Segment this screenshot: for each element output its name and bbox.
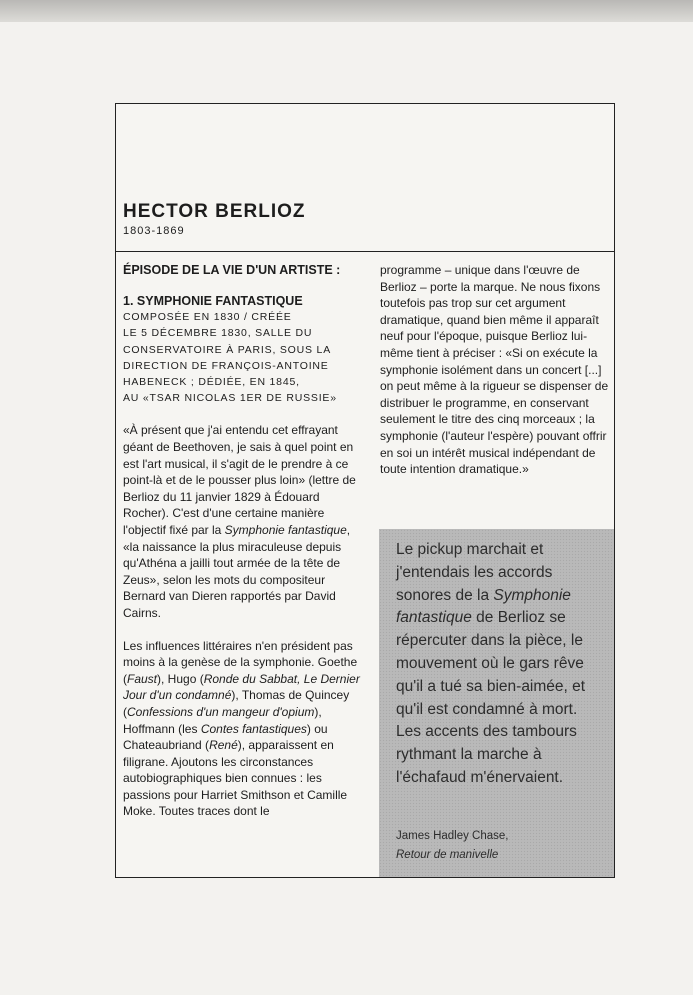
work-title: 1. SYMPHONIE FANTASTIQUE bbox=[123, 293, 303, 308]
quote-book-title: Retour de manivelle bbox=[396, 849, 499, 861]
work-info-line: AU «TSAR NICOLAS 1ER DE RUSSIE» bbox=[123, 392, 337, 405]
work-info-line: HABENECK ; DÉDIÉE, EN 1845, bbox=[123, 376, 300, 388]
left-column bbox=[123, 262, 363, 836]
work-info-line: LE 5 DÉCEMBRE 1830, SALLE DU bbox=[123, 327, 313, 340]
quote-box bbox=[379, 529, 614, 877]
section-title: ÉPISODE DE LA VIE D'UN ARTISTE : bbox=[123, 263, 341, 277]
paragraph-programme: programme – unique dans l'œuvre de Berlioz – porte la marque. Ne nous fixons toutefois pas trop sur cet argument dramatique, quand bien même il apparaît neuf pour l'époque, puisque Berlioz lui-même tient à préciser : «Si on exécute la symphonie isolément dans un concert [...] on peut même à la rigueur se dispenser de distribuer le programme, en conservant seulement le titre des cinq morceaux ; la symphonie (l'auteur l'espère) pouvant offrir en soi un intérêt musical indépendant de toute intention dramatique.» bbox=[380, 263, 609, 477]
quote-attribution bbox=[396, 827, 509, 865]
work-info-line: COMPOSÉE EN 1830 / CRÉÉE bbox=[123, 311, 292, 324]
quote-text: Le pickup marchait et j'entendais les accords sonores de la Symphonie fantastique de Berlioz se répercuter dans la pièce, le mouvement où le gars rêve qu'il a tué sa bien-aimée, et qu'il est condamné à mort. Les accents des tambours rythmant la marche à l'échafaud m'énervaient. bbox=[396, 541, 586, 786]
scan-top-strip bbox=[0, 0, 693, 22]
composer-name: HECTOR BERLIOZ bbox=[123, 201, 306, 222]
work-info bbox=[123, 309, 363, 406]
paragraph-influences: Les influences littéraires n'en président pas moins à la genèse de la symphonie. Goethe (Faust), Hugo (Ronde du Sabbat, Le Dernier Jour d'un condamné), Thomas de Quincey (Confessions d'un mangeur d'opium), Hoffmann (les Contes fantastiques) ou Chateaubriand (René), apparaissent en filigrane. Ajoutons les circonstances autobiographiques bien connues : les passions pour Harriet Smithson et Camille Moke. Toutes traces dont le bbox=[123, 638, 360, 819]
composer-dates: 1803-1869 bbox=[123, 225, 185, 237]
right-column bbox=[380, 262, 610, 494]
article-frame bbox=[115, 103, 615, 878]
quote-author: James Hadley Chase, bbox=[396, 830, 509, 842]
article-header bbox=[116, 104, 614, 252]
work-info-line: CONSERVATOIRE À PARIS, SOUS LA bbox=[123, 343, 331, 356]
work-info-line: DIRECTION DE FRANÇOIS-ANTOINE bbox=[123, 359, 329, 372]
paragraph-beethoven: «À présent que j'ai entendu cet effrayant géant de Beethoven, je sais à quel point en est l'art musical, il s'agit de le prendre à ce point-là et de le pousser plus loin» (lettre de Berlioz du 11 janvier 1829 à Édouard Rocher). C'est d'une certaine manière l'objectif fixé par la Symphonie fantastique, «la naissance la plus miraculeuse depuis qu'Athéna a jailli tout armée de la tête de Zeus», selon les mots du compositeur Bernard van Dieren rapportés par David Cairns. bbox=[123, 423, 356, 620]
